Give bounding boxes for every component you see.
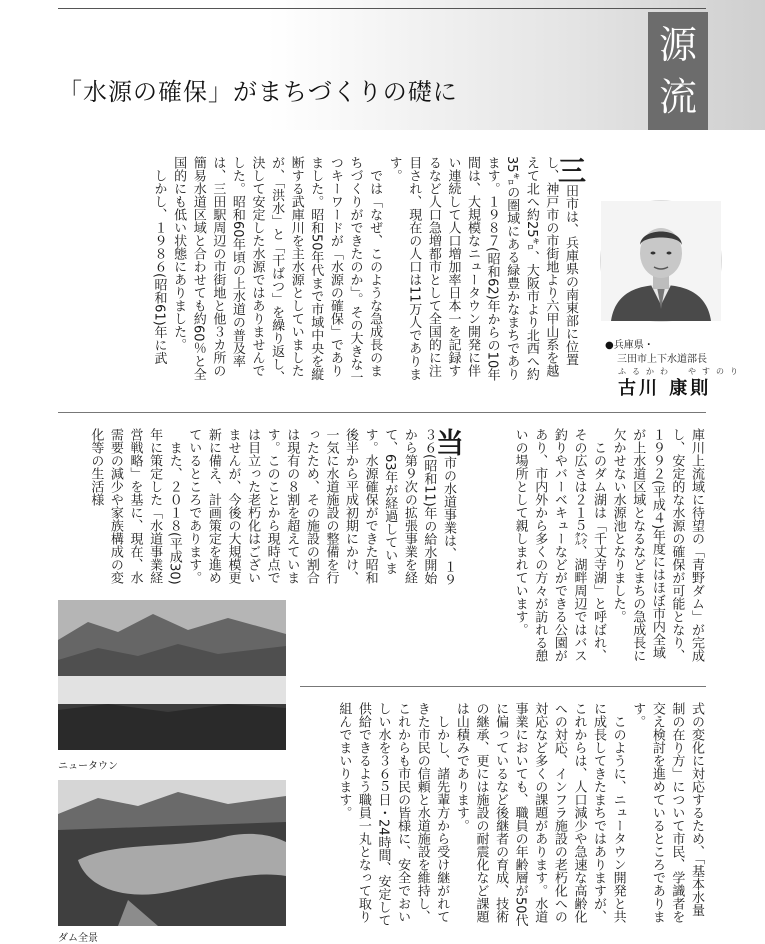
article-column-3-text: 市の水道事業は、１９３６(昭和11)年の給水開始から第９次の拡張事業を経て、63年が経過しています。水源確保ができた昭和後半から平成初期にかけ、一気に水道施設の整備を行ったため、その施設の割合は現有の８割を超えています。このことから現時点では目立った老朽化はございませんが、今後の大規模更新に備え、計画策定を進めているところであります。 また、２０１８(平成30)年に策定した「水道事業経営戦略」を基に、現在、水需要の減少や家族構成の変化等の生活様 <box>88 428 456 586</box>
section-divider-2 <box>300 686 706 687</box>
section-label-char-1: 源 <box>658 23 697 67</box>
photo-caption-dam: ダム全景 <box>58 933 98 944</box>
top-rule <box>58 8 706 9</box>
author-affiliation-1: ●兵庫県・ <box>605 340 654 351</box>
article-column-4: 式の変化に対応するため、「基本水量制の在り方」について市民、学識者を交え検討を進めているところであります。 このように、ニュータウン開発と共に成長してきたまちではありますが、これからは、人口減少や急速な高齢化への対応、インフラ施設の老朽化への対応など多くの課題があります。水道事業においても、職員の年齢層が50代に偏っているなど後継者の育成、技術の継承、更には施設の耐震化など課題は山積みであります。 しかし、諸先輩方から受け継がれてきた市民の信頼と水道施設を維持し、これからも市民の皆様に、安全でおいしい水を３６５日・24時間、安定して供給できるよう職員一丸となって取り組んでまいります。 <box>336 702 704 927</box>
article-column-1-text: 田市は、兵庫県の南東部に位置し、神戸市の市街地より六甲山系を越えて北へ約25㌔、大阪市より北西へ約35㌔の圏域にある緑豊かなまちであります。１９８７(昭和62)年からの10年間は、大規模なニュータウン開発に伴い連続して人口増加率日本一を記録するなど人口急増都市として全国的に注目され、現在の人口は11万人であります。 では「なぜ、このような急成長のまちづくりができたのか」。その大きな一つキーワードが「水源の確保」でありました。昭和50年代まで市域中央を縦断する武庫川を主水源としていましたが、「洪水」と「干ばつ」を繰り返し、決して安定した水源ではありませんでした。昭和60年頃の上水道の普及率は、三田駅周辺の市街地と他３カ所の簡易水道区域と合わせても約60％と全国的にも低い状態にありました。 しかし、１９８６(昭和61)年に武 <box>151 156 578 384</box>
dam-image <box>58 780 286 926</box>
author-affiliation-2: 三田市上下水道部長 <box>617 354 707 365</box>
photo-caption-newtown: ニュータウン <box>58 761 118 772</box>
newtown-image <box>58 600 286 750</box>
section-label-char-2: 流 <box>658 75 697 119</box>
portrait-illustration <box>601 201 721 321</box>
dropcap-san: 三 <box>554 156 587 184</box>
author-name: 古川 康則 <box>618 378 712 399</box>
article-column-2: 庫川上流域に待望の「青野ダム」が完成し、安定的な水源の確保が可能となり、１９９２(平成４)年度にはほぼ市内全域が上水道区域となるなどまちの急成長に欠かせない水源池となりました。 このダム湖は「千丈寺湖」と呼ばれ、その広さは２１５㌶、湖畔周辺ではバス釣りやバーベキューなどができる公園があり、市内外から多くの方々が訪れる憩いの場所として親しまれています。 <box>512 428 704 662</box>
article-column-1 <box>58 156 587 388</box>
author-portrait <box>600 200 722 322</box>
article-column-3 <box>58 428 465 593</box>
photo-dam <box>58 780 286 926</box>
dropcap-tou: 当 <box>432 428 465 456</box>
section-label <box>648 12 708 130</box>
section-divider-1 <box>58 412 706 413</box>
author-name-furigana: ふるかわ やすのり <box>618 367 744 376</box>
page-title: 「水源の確保」がまちづくりの礎に <box>58 78 458 106</box>
photo-newtown <box>58 600 286 750</box>
